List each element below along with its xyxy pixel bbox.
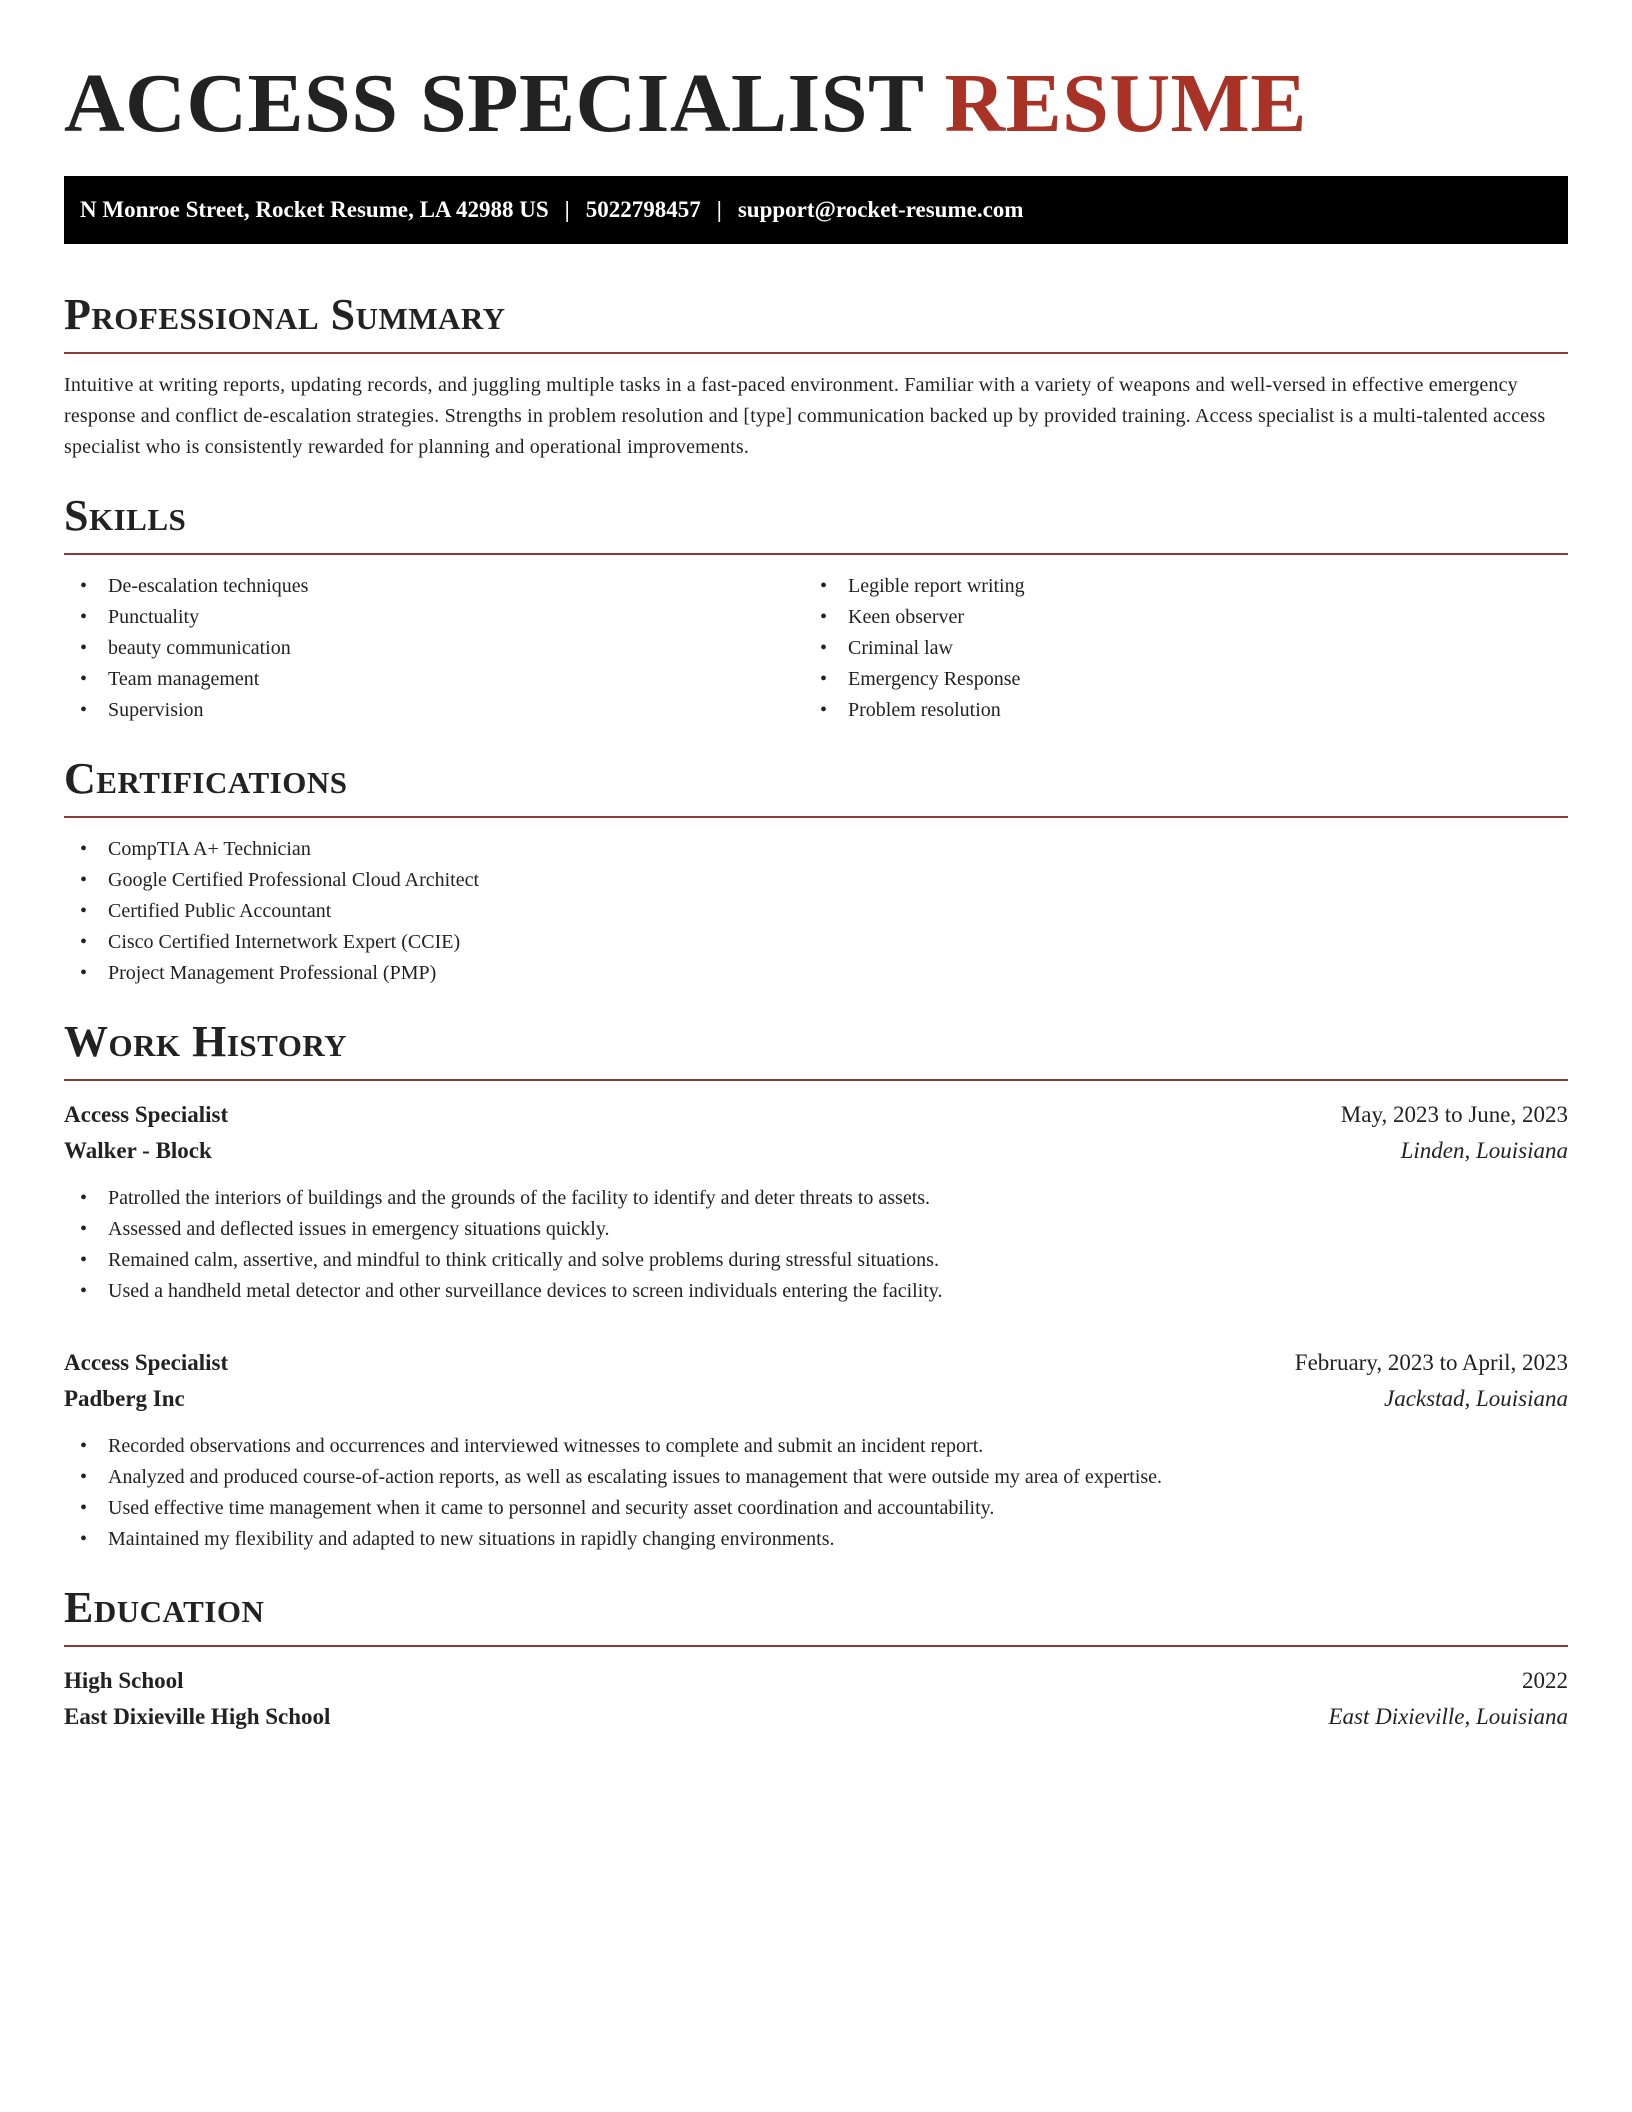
job-company: Walker - Block [64,1138,212,1163]
certification-item: • CompTIA A+ Technician [64,834,1568,865]
education-year: 2022 [1522,1668,1568,1693]
job-bullets [64,1431,1568,1555]
job-company-row [64,1381,1568,1417]
resume-title [64,56,1568,152]
certification-item: • Google Certified Professional Cloud Architect [64,865,1568,896]
summary-section [64,290,1568,463]
job-bullet: • Patrolled the interiors of buildings and the grounds of the facility to identify and deter threats to assets. [64,1183,1568,1214]
job-bullet: • Analyzed and produced course-of-action reports, as well as escalating issues to management that were outside my area of expertise. [64,1462,1568,1493]
skill-item: • Team management [64,664,816,695]
contact-phone: 5022798457 [585,197,701,222]
work-history-heading: Work History [64,1017,348,1066]
contact-email: support@rocket-resume.com [737,197,1024,222]
skills-heading: Skills [64,491,187,540]
certification-item: • Project Management Professional (PMP) [64,958,1568,989]
job-title: Access Specialist [64,1102,229,1127]
summary-heading: Professional Summary [64,290,506,339]
skills-section [64,491,1568,726]
job-company-row [64,1133,1568,1169]
job-bullet: • Used a handheld metal detector and other surveillance devices to screen individuals entering the facility. [64,1276,1568,1307]
summary-text: Intuitive at writing reports, updating records, and juggling multiple tasks in a fast-paced environment. Familiar with a variety of weapons and well-versed in effective emergency response and conflict de-escalation strategies. Strengths in problem resolution and [type] communication backed up by provided training. Access specialist is a multi-talented access specialist who is consistently rewarded for planning and operational improvements. [64,374,1546,458]
job-dates: May, 2023 to June, 2023 [1340,1102,1568,1127]
skill-item: • Punctuality [64,602,816,633]
skill-item: • Problem resolution [816,695,1568,726]
resume-title-accent: RESUME [944,57,1307,150]
job-bullets [64,1183,1568,1307]
certification-item: • Certified Public Accountant [64,896,1568,927]
job-header-row [64,1097,1568,1133]
contact-separator: | [716,197,722,222]
job-header-row [64,1345,1568,1381]
job-entry [64,1345,1568,1555]
contact-bar [64,176,1568,244]
job-bullet: • Assessed and deflected issues in emergency situations quickly. [64,1214,1568,1245]
job-dates: February, 2023 to April, 2023 [1294,1350,1568,1375]
job-company: Padberg Inc [64,1386,185,1411]
education-school-row [64,1699,1568,1735]
contact-address: N Monroe Street, Rocket Resume, LA 42988 US [80,197,549,222]
education-heading: Education [64,1583,265,1632]
section-divider [64,1079,1568,1081]
section-divider [64,816,1568,818]
skills-list-left [64,571,816,726]
skill-item: • De-escalation techniques [64,571,816,602]
job-location: Jackstad, Louisiana [1384,1386,1568,1411]
job-bullet: • Remained calm, assertive, and mindful to think critically and solve problems during stressful situations. [64,1245,1568,1276]
skills-list-right [816,571,1568,726]
skill-item: • beauty communication [64,633,816,664]
job-bullet: • Recorded observations and occurrences and interviewed witnesses to complete and submit an incident report. [64,1431,1568,1462]
job-bullet: • Used effective time management when it came to personnel and security asset coordination and accountability. [64,1493,1568,1524]
education-location: East Dixieville, Louisiana [1328,1704,1568,1729]
certifications-section [64,754,1568,989]
skill-item: • Keen observer [816,602,1568,633]
education-degree-row [64,1663,1568,1699]
education-entry [64,1663,1568,1735]
job-location: Linden, Louisiana [1400,1138,1568,1163]
contact-separator: | [564,197,570,222]
skills-grid [64,555,1568,726]
certification-item: • Cisco Certified Internetwork Expert (CCIE) [64,927,1568,958]
education-school: East Dixieville High School [64,1704,331,1729]
resume-title-main: ACCESS SPECIALIST [64,57,923,150]
skill-item: • Legible report writing [816,571,1568,602]
section-divider [64,1645,1568,1647]
education-section [64,1583,1568,1735]
job-bullet: • Maintained my flexibility and adapted to new situations in rapidly changing environments. [64,1524,1568,1555]
skill-item: • Criminal law [816,633,1568,664]
section-divider [64,352,1568,354]
certifications-list [64,834,1568,989]
certifications-heading: Certifications [64,754,348,803]
skill-item: • Emergency Response [816,664,1568,695]
job-title: Access Specialist [64,1350,229,1375]
skill-item: • Supervision [64,695,816,726]
work-history-section [64,1017,1568,1555]
job-entry [64,1097,1568,1307]
education-degree: High School [64,1668,184,1693]
